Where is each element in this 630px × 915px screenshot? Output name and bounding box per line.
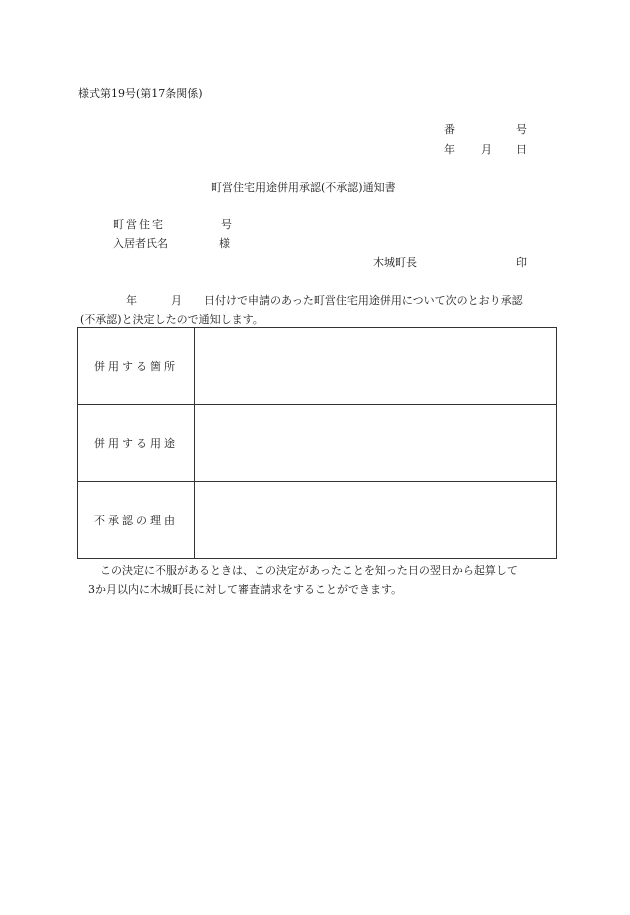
document-number-label: 番 xyxy=(444,123,455,136)
housing-number-suffix: 号 xyxy=(221,218,232,231)
table-row xyxy=(78,328,557,405)
date-year-label: 年 xyxy=(444,143,455,156)
detail-table xyxy=(77,327,557,559)
table-label-cell: 不承認の理由 xyxy=(78,482,195,559)
body-text-rest: 日付けで申請のあった町営住宅用途併用について次のとおり承認 xyxy=(204,294,523,307)
body-month: 月 xyxy=(171,294,182,307)
table-label-cell: 併用する用途 xyxy=(78,405,195,482)
body-text-line-2: (不承認)と決定したので通知します。 xyxy=(80,313,264,326)
issuer-mayor: 木城町長 xyxy=(373,256,417,269)
table-label-cell: 併用する箇所 xyxy=(78,328,195,405)
seal-mark: 印 xyxy=(516,256,527,269)
table-row xyxy=(78,482,557,559)
table-value-cell xyxy=(195,482,557,559)
form-number-label: 様式第19号(第17条関係) xyxy=(78,87,203,100)
table-row xyxy=(78,405,557,482)
appeal-note-line-2: 3か月以内に木城町長に対して審査請求をすることができます。 xyxy=(88,583,403,596)
document-number-suffix: 号 xyxy=(516,123,527,136)
date-month-label: 月 xyxy=(481,143,492,156)
resident-name-label: 入居者氏名 xyxy=(113,237,168,250)
appeal-note-line-1: この決定に不服があるときは、この決定があったことを知った日の翌日から起算して xyxy=(100,564,518,577)
table-value-cell xyxy=(195,405,557,482)
housing-label: 町営住宅 xyxy=(113,218,165,231)
document-title: 町営住宅用途併用承認(不承認)通知書 xyxy=(211,181,396,194)
body-text-line-1 xyxy=(126,295,523,306)
body-year: 年 xyxy=(126,294,137,307)
resident-honorific: 様 xyxy=(219,237,230,250)
date-day-label: 日 xyxy=(516,143,527,156)
table-value-cell xyxy=(195,328,557,405)
